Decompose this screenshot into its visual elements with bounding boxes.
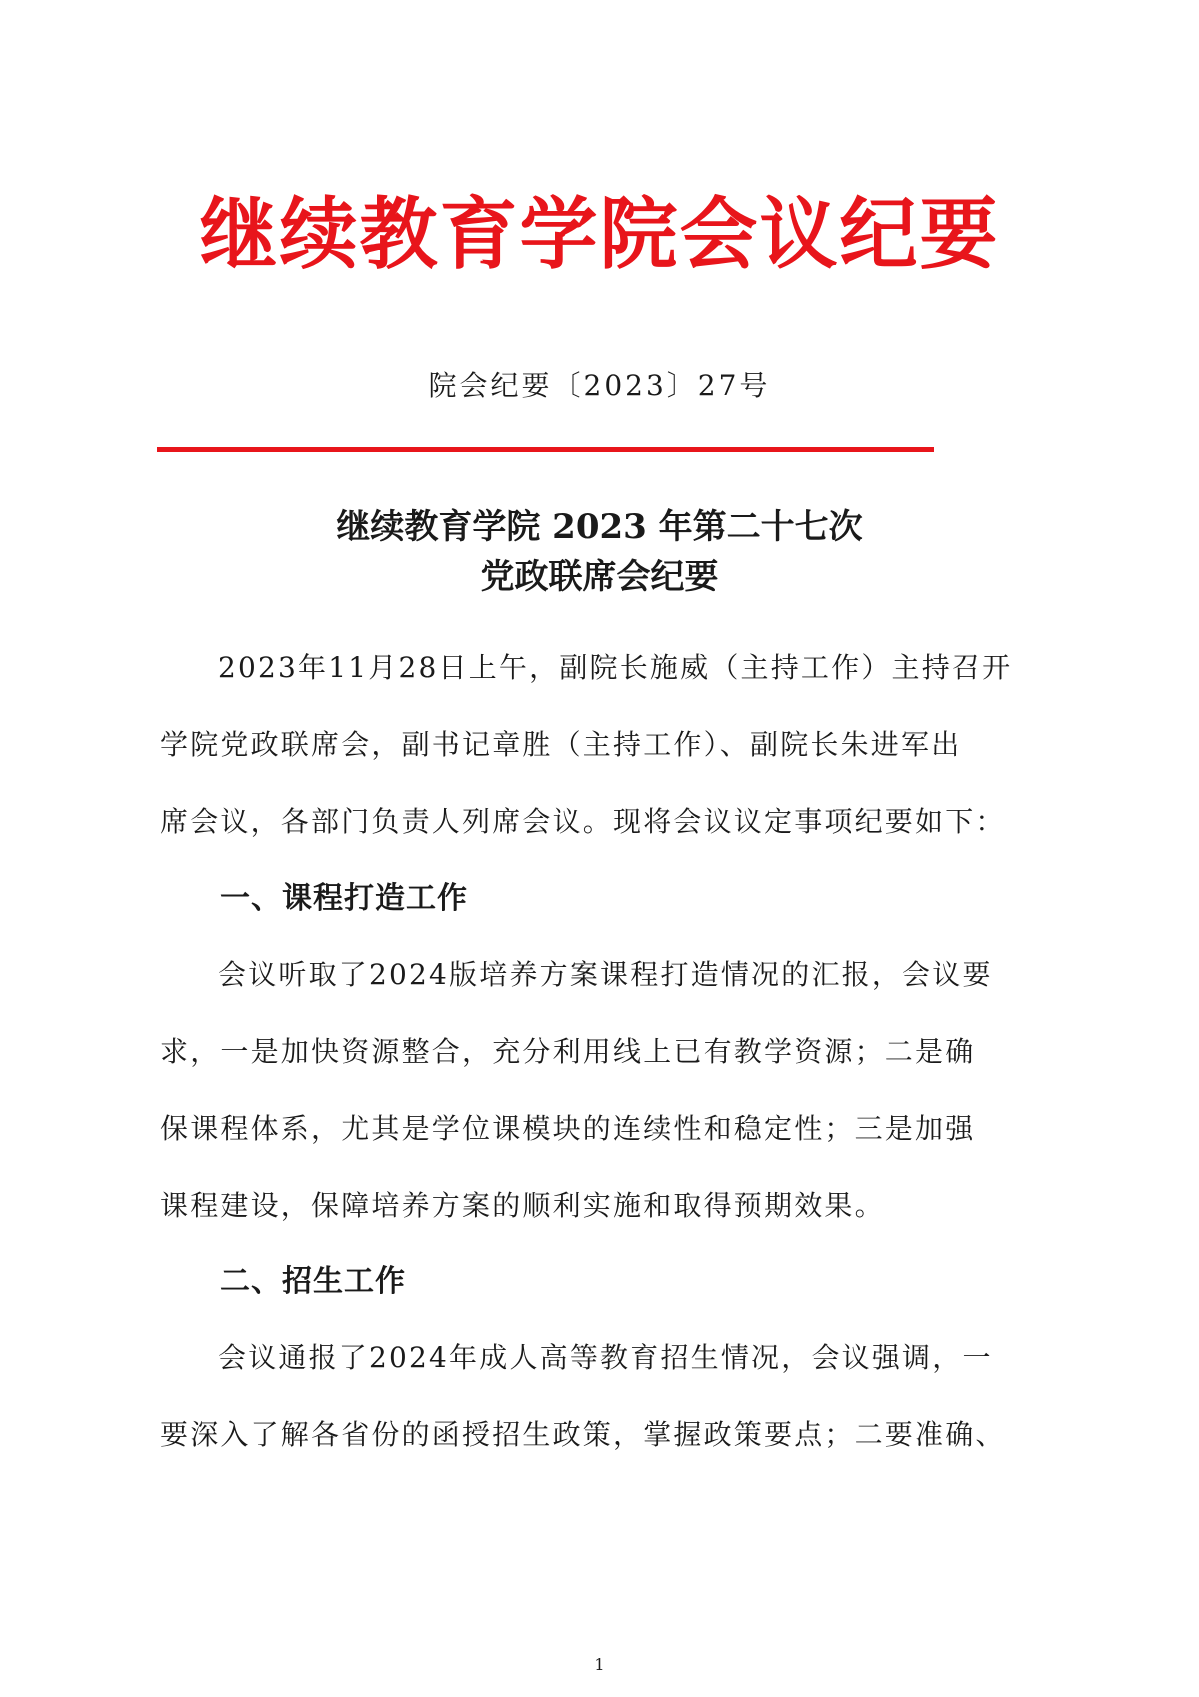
masthead-title: 继续教育学院会议纪要 xyxy=(199,190,1000,280)
paragraph-line: 会议听取了2024版培养方案课程打造情况的汇报，会议要 xyxy=(218,958,993,991)
paragraph-line: 2023年11月28日上午，副院长施威（主持工作）主持召开 xyxy=(218,651,1013,684)
paragraph-line: 会议通报了2024年成人高等教育招生情况，会议强调，一 xyxy=(218,1341,993,1374)
red-divider-line xyxy=(157,447,934,452)
paragraph-line: 席会议，各部门负责人列席会议。现将会议议定事项纪要如下： xyxy=(160,805,1006,838)
section-heading-course: 一、课程打造工作 xyxy=(220,881,468,916)
paragraph-line: 保课程体系，尤其是学位课模块的连续性和稳定性；三是加强 xyxy=(160,1112,976,1145)
section-heading-enrollment: 二、招生工作 xyxy=(220,1264,406,1299)
paragraph-line: 要深入了解各省份的函授招生政策，掌握政策要点；二要准确、 xyxy=(160,1418,1006,1451)
paragraph-line: 求，一是加快资源整合，充分利用线上已有教学资源；二是确 xyxy=(160,1035,976,1068)
meeting-title-line-1: 继续教育学院 2023 年第二十七次 xyxy=(336,507,863,547)
page-number: 1 xyxy=(594,1655,605,1674)
paragraph-line: 课程建设，保障培养方案的顺利实施和取得预期效果。 xyxy=(160,1189,885,1222)
meeting-title-line-2: 党政联席会纪要 xyxy=(480,557,719,597)
document-number: 院会纪要〔2023〕27号 xyxy=(428,369,771,402)
paragraph-line: 学院党政联席会，副书记章胜（主持工作）、副院长朱进军出 xyxy=(160,728,962,761)
